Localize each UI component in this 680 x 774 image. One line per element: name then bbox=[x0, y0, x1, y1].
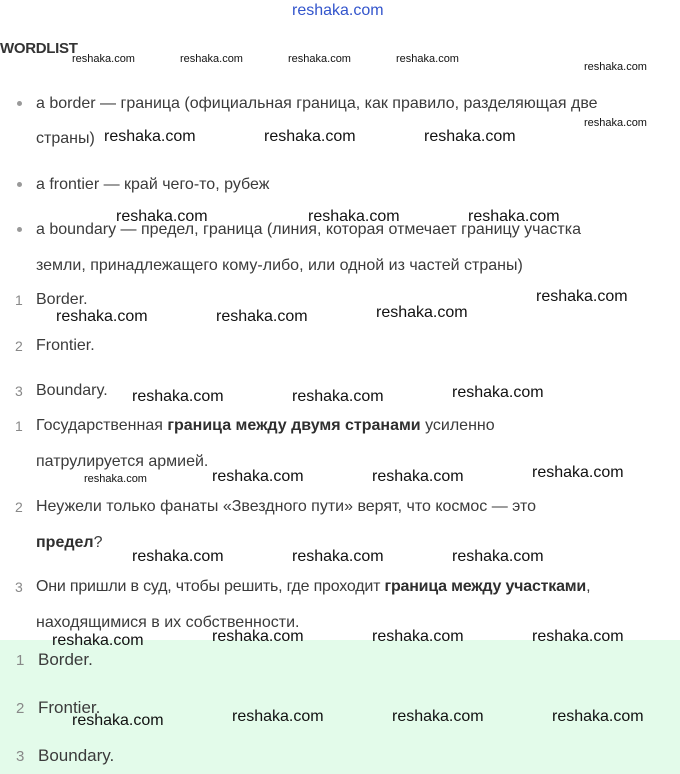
wordlist-title: WORDLIST bbox=[0, 40, 78, 57]
watermark: reshaka.com bbox=[132, 548, 224, 565]
item-number: 2 bbox=[15, 338, 23, 354]
answer-item: Boundary. bbox=[38, 746, 115, 765]
sentence-line: Они пришли в суд, чтобы решить, где проходит граница между участками, bbox=[36, 578, 591, 595]
watermark: reshaka.com bbox=[376, 304, 468, 321]
watermark: reshaka.com bbox=[532, 628, 624, 645]
sentence-line: предел? bbox=[36, 534, 103, 551]
watermark: reshaka.com bbox=[532, 464, 624, 481]
wordlist-line: a border — граница (официальная граница, как правило, разделяющая две bbox=[36, 95, 598, 112]
watermark: reshaka.com bbox=[104, 128, 196, 145]
bullet-icon bbox=[17, 227, 22, 232]
wordlist-line: a boundary — предел, граница (линия, которая отмечает границу участка bbox=[36, 221, 581, 238]
wordlist-line: a frontier — край чего-то, рубеж bbox=[36, 176, 270, 193]
watermark: reshaka.com bbox=[212, 628, 304, 645]
bold-phrase: граница между участками bbox=[384, 578, 587, 595]
sentence-line: Государственная граница между двумя странами усиленно bbox=[36, 417, 495, 434]
watermark: reshaka.com bbox=[216, 308, 308, 325]
watermark: reshaka.com bbox=[56, 308, 148, 325]
watermark: reshaka.com bbox=[584, 61, 647, 73]
item-number: 1 bbox=[15, 292, 23, 308]
site-logo-watermark[interactable]: reshaka.com bbox=[292, 2, 384, 19]
watermark: reshaka.com bbox=[392, 708, 484, 725]
wordlist-line: страны) bbox=[36, 130, 95, 147]
watermark: reshaka.com bbox=[536, 288, 628, 305]
answer-number: 1 bbox=[16, 652, 25, 669]
watermark: reshaka.com bbox=[264, 128, 356, 145]
answer-number: 3 bbox=[16, 748, 25, 765]
watermark: reshaka.com bbox=[372, 468, 464, 485]
sentence-line: патрулируется армией. bbox=[36, 453, 209, 470]
watermark: reshaka.com bbox=[180, 53, 243, 65]
bullet-icon bbox=[17, 182, 22, 187]
watermark: reshaka.com bbox=[72, 712, 164, 729]
answer-item: Border. bbox=[38, 650, 93, 669]
answer-box bbox=[0, 640, 680, 774]
bullet-icon bbox=[17, 101, 22, 106]
watermark: reshaka.com bbox=[396, 53, 459, 65]
watermark: reshaka.com bbox=[292, 388, 384, 405]
bold-phrase: граница между двумя странами bbox=[167, 417, 421, 434]
watermark: reshaka.com bbox=[292, 548, 384, 565]
item-number: 3 bbox=[15, 579, 23, 595]
watermark: reshaka.com bbox=[584, 117, 647, 129]
sentence-line: находящимися в их собственности. bbox=[36, 614, 300, 631]
watermark: reshaka.com bbox=[372, 628, 464, 645]
word-item: Frontier. bbox=[36, 337, 95, 354]
sentence-line: Неужели только фанаты «Звездного пути» верят, что космос — это bbox=[36, 498, 537, 515]
watermark: reshaka.com bbox=[452, 384, 544, 401]
watermark: reshaka.com bbox=[288, 53, 351, 65]
watermark: reshaka.com bbox=[424, 128, 516, 145]
watermark: reshaka.com bbox=[308, 208, 400, 225]
watermark: reshaka.com bbox=[212, 468, 304, 485]
watermark: reshaka.com bbox=[132, 388, 224, 405]
item-number: 1 bbox=[15, 418, 23, 434]
watermark: reshaka.com bbox=[84, 473, 147, 485]
item-number: 2 bbox=[15, 499, 23, 515]
answer-item: Frontier. bbox=[38, 698, 101, 717]
word-item: Border. bbox=[36, 291, 88, 308]
answer-number: 2 bbox=[16, 700, 25, 717]
watermark: reshaka.com bbox=[116, 208, 208, 225]
word-item: Boundary. bbox=[36, 382, 108, 399]
item-number: 3 bbox=[15, 383, 23, 399]
watermark: reshaka.com bbox=[452, 548, 544, 565]
wordlist-line: земли, принадлежащего кому-либо, или одной из частей страны) bbox=[36, 257, 523, 274]
watermark: reshaka.com bbox=[52, 632, 144, 649]
watermark: reshaka.com bbox=[552, 708, 644, 725]
watermark: reshaka.com bbox=[72, 53, 135, 65]
watermark: reshaka.com bbox=[468, 208, 560, 225]
bold-phrase: предел bbox=[36, 534, 94, 551]
watermark: reshaka.com bbox=[232, 708, 324, 725]
